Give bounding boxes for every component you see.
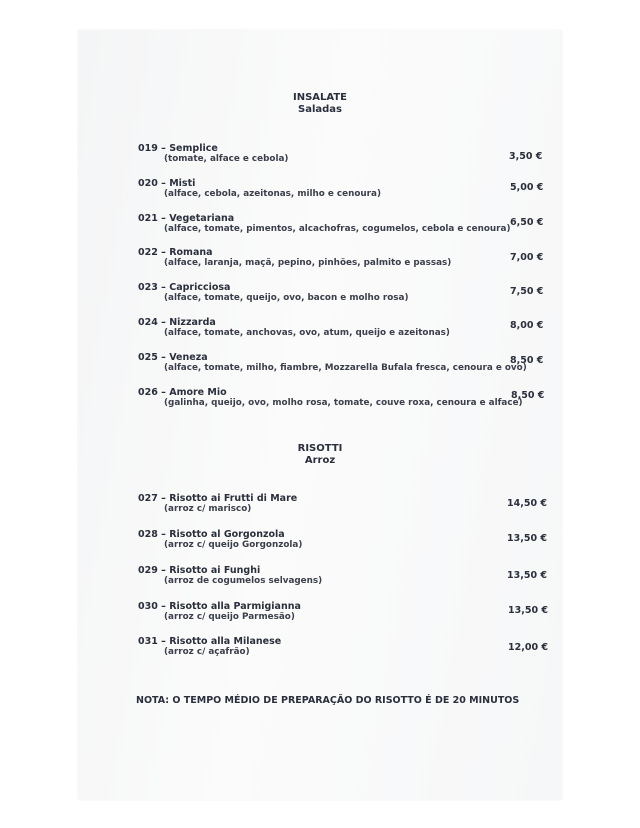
menu-item: 030 – Risotto alla Parmigianna (arroz c/ queijo Parmesão) bbox=[138, 601, 548, 623]
item-price: 13,50 € bbox=[507, 570, 547, 581]
menu-item: 024 – Nizzarda (alface, tomate, anchovas, ovo, atum, queijo e azeitonas) bbox=[138, 317, 548, 339]
item-name: Risotto ai Funghi bbox=[169, 565, 261, 576]
item-code: 022 bbox=[138, 247, 158, 258]
item-code: 025 bbox=[138, 352, 158, 363]
section-subtitle-saladas: Saladas bbox=[298, 104, 342, 115]
item-description: (arroz de cogumelos selvagens) bbox=[164, 576, 323, 586]
item-description: (arroz c/ queijo Gorgonzola) bbox=[164, 540, 303, 550]
item-description: (arroz c/ açafrão) bbox=[164, 647, 250, 657]
item-price: 8,50 € bbox=[511, 390, 545, 401]
item-code: 031 bbox=[138, 636, 158, 647]
item-code: 023 bbox=[138, 282, 158, 293]
item-price: 7,00 € bbox=[510, 252, 544, 263]
item-name: Misti bbox=[169, 178, 196, 189]
item-code: 030 bbox=[138, 601, 158, 612]
item-description: (alface, tomate, pimentos, alcachofras, cogumelos, cebola e cenoura) bbox=[164, 224, 511, 234]
item-code: 028 bbox=[138, 529, 158, 540]
item-description: (tomate, alface e cebola) bbox=[164, 154, 289, 164]
item-code: 024 bbox=[138, 317, 158, 328]
item-description: (alface, tomate, anchovas, ovo, atum, queijo e azeitonas) bbox=[164, 328, 450, 338]
item-code: 027 bbox=[138, 493, 158, 504]
item-code: 026 bbox=[138, 387, 158, 398]
item-price: 7,50 € bbox=[510, 286, 544, 297]
item-price: 13,50 € bbox=[507, 533, 547, 544]
menu-item: 031 – Risotto alla Milanese (arroz c/ açafrão) bbox=[138, 636, 548, 658]
menu-item: 026 – Amore Mio (galinha, queijo, ovo, molho rosa, tomate, couve roxa, cenoura e alface) bbox=[138, 387, 548, 409]
item-price: 5,00 € bbox=[510, 182, 544, 193]
item-name: Vegetariana bbox=[169, 213, 235, 224]
menu-item: 029 – Risotto ai Funghi (arroz de cogumelos selvagens) bbox=[138, 565, 548, 587]
item-code: 020 bbox=[138, 178, 158, 189]
section-title-risotti: RISOTTI bbox=[297, 443, 343, 454]
menu-item: 019 – Semplice (tomate, alface e cebola) bbox=[138, 143, 548, 165]
item-name: Capricciosa bbox=[169, 282, 231, 293]
menu-item: 020 – Misti (alface, cebola, azeitonas, milho e cenoura) bbox=[138, 178, 548, 200]
item-description: (alface, tomate, queijo, ovo, bacon e molho rosa) bbox=[164, 293, 409, 303]
item-name: Semplice bbox=[169, 143, 218, 154]
item-code: 021 bbox=[138, 213, 158, 224]
item-name: Risotto al Gorgonzola bbox=[169, 529, 285, 540]
item-name: Amore Mio bbox=[169, 387, 227, 398]
menu-item: 022 – Romana (alface, laranja, maçã, pepino, pinhões, palmito e passas) bbox=[138, 247, 548, 269]
item-price: 6,50 € bbox=[510, 217, 544, 228]
menu-item: 028 – Risotto al Gorgonzola (arroz c/ queijo Gorgonzola) bbox=[138, 529, 548, 551]
item-name: Risotto alla Milanese bbox=[169, 636, 282, 647]
item-description: (alface, cebola, azeitonas, milho e cenoura) bbox=[164, 189, 381, 199]
menu-item: 025 – Veneza (alface, tomate, milho, fiambre, Mozzarella Bufala fresca, cenoura e ovo) bbox=[138, 352, 548, 374]
item-name: Risotto alla Parmigianna bbox=[169, 601, 301, 612]
item-code: 029 bbox=[138, 565, 158, 576]
section-subtitle-arroz: Arroz bbox=[304, 455, 336, 466]
item-price: 13,50 € bbox=[508, 605, 548, 616]
item-price: 12,00 € bbox=[508, 642, 548, 653]
item-name: Nizzarda bbox=[169, 317, 216, 328]
item-description: (galinha, queijo, ovo, molho rosa, tomate, couve roxa, cenoura e alface) bbox=[164, 398, 523, 408]
item-description: (alface, tomate, milho, fiambre, Mozzarella Bufala fresca, cenoura e ovo) bbox=[164, 363, 527, 373]
item-price: 8,00 € bbox=[510, 320, 544, 331]
item-price: 8,50 € bbox=[510, 355, 544, 366]
item-price: 3,50 € bbox=[509, 151, 543, 162]
item-description: (arroz c/ queijo Parmesão) bbox=[164, 612, 295, 622]
item-description: (alface, laranja, maçã, pepino, pinhões, palmito e passas) bbox=[164, 258, 452, 268]
menu-item: 023 – Capricciosa (alface, tomate, queijo, ovo, bacon e molho rosa) bbox=[138, 282, 548, 304]
item-name: Romana bbox=[169, 247, 213, 258]
menu-item: 027 – Risotto ai Frutti di Mare (arroz c/ marisco) bbox=[138, 493, 548, 515]
item-name: Veneza bbox=[169, 352, 208, 363]
section-title-insalate: INSALATE bbox=[292, 92, 348, 103]
menu-item: 021 – Vegetariana (alface, tomate, pimentos, alcachofras, cogumelos, cebola e cenoura) bbox=[138, 213, 548, 235]
item-price: 14,50 € bbox=[507, 498, 547, 509]
preparation-time-note: NOTA: O TEMPO MÉDIO DE PREPARAÇÃO DO RISOTTO É DE 20 MINUTOS bbox=[136, 695, 520, 706]
item-code: 019 bbox=[138, 143, 158, 154]
item-name: Risotto ai Frutti di Mare bbox=[169, 493, 298, 504]
item-description: (arroz c/ marisco) bbox=[164, 504, 252, 514]
